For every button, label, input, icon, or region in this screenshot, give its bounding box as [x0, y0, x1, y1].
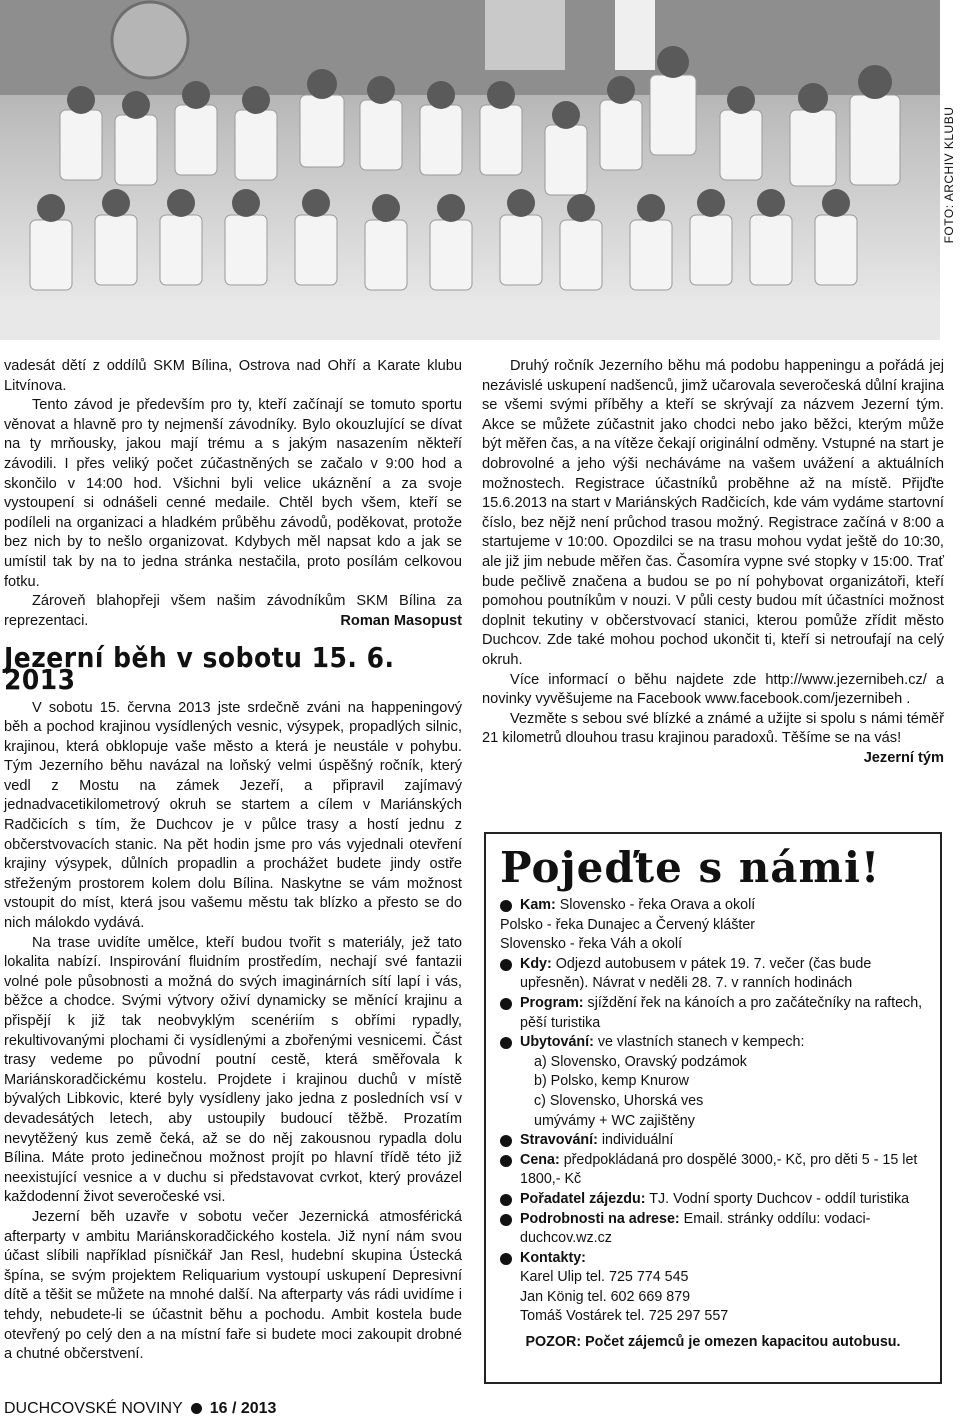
info-sub-line: b) Polsko, kemp Knurow [534, 1073, 689, 1090]
info-sub-line: a) Slovensko, Oravský podzámok [534, 1053, 747, 1070]
info-text-line: Slovensko - řeka Váh a okolí [500, 936, 682, 953]
left-column [4, 357, 462, 1365]
capacity-warning: POZOR: Počet zájemců je omezen kapacitou autobusu. [525, 1334, 901, 1351]
info-label: Pořadatel zájezdu: [520, 1190, 646, 1207]
info-podrobnosti [500, 1210, 926, 1249]
contact-line: Tomáš Vostárek tel. 725 297 557 [520, 1308, 729, 1325]
bullet-icon [500, 1214, 512, 1226]
info-kam [500, 896, 926, 916]
paragraph-text: Vezměte s sebou své blízké a známé a užijte si spolu s námi téměř 21 kilometrů dlouhou trasu krajinou paradoxů. Těšíme se na vás! [482, 710, 944, 747]
info-label: Kam: [520, 897, 556, 913]
group-photo-illustration [0, 0, 940, 340]
info-label: Podrobnosti na adrese: [520, 1210, 680, 1227]
info-text-line: Polsko - řeka Dunajec a Červený klášter [500, 916, 756, 933]
info-text: sjíždění řek na kánoích a pro začátečníky na raftech, pěší turistika [520, 994, 923, 1031]
paragraph: Tento závod je především pro ty, kteří začínají se tomuto sportu věnovat a hlavně pro ty nejmenší závodníky. Bylo okouzlující se dívat na ty mrňousky, jakou mají trému a s jakým nasazením někteří závodili. I přes veliký počet zúčastněných se začalo v 9:00 hod a skončilo v 14:00 hod. Všichni byli velice ukáznění a za svoje vystoupení si odnášeli cenné medaile. Chtěl bych všem, kteří se podíleli na organizaci a hladkém průběhu závodů, poděkovat, protože bez nich by to nešlo organizovat. Kdybych měl napsat kdo a jak se umístil tak by na to jedna stránka nestačila, proto posílám celkovou fotku. [4, 397, 462, 590]
trip-announcement-box [484, 832, 942, 1384]
box-title: Pojeďte s námi! [500, 843, 881, 892]
info-label: Cena: [520, 1151, 560, 1168]
bullet-icon [191, 1403, 202, 1414]
info-text: Email. stránky oddílu: vodaci-duchcov.wz.cz [520, 1210, 871, 1247]
right-column [482, 357, 944, 768]
contact-line: Jan König tel. 602 669 879 [520, 1288, 691, 1305]
paragraph [4, 592, 462, 631]
bullet-icon [500, 998, 512, 1010]
info-kontakty [500, 1249, 926, 1269]
bullet-icon [500, 959, 512, 971]
bullet-icon [500, 1253, 512, 1265]
info-sub-line: umývámy + WC zajištěny [534, 1112, 695, 1129]
bullet-icon [500, 1155, 512, 1167]
paragraph: Druhý ročník Jezerního běhu má podobu happeningu a pořádá jej nezávislé uskupení nadšenců, jimž učarovala severočeská důlní krajina se všemi svými příběhy a kteří se skrývají za názvem Jezerní tým. Akce se můžete zúčastnit jako chodci nebo jako běžci, kterým může být měřen čas, a na vítěze čekají originální odměny. Vstupné na start je dobrovolné a jeho výši necháváme na vašem uvážení a aktuálních možnostech. Registrace účastníků proběhne až na místě. Přijďte 15.6.2013 na start v Mariánských Radčicích, kde vám vydáme startovní číslo, bez nějž není průchod trasou možný. Registrace začíná v 8:00 a startujeme v 10:00. Opozdilci se na trasu mohou vydat ještě do 10:30, ale již jim nebude měřen čas. Časomíra vypne své stopky v 15:00. Trať bude pečlivě značena a budou se po ní pohybovat organizátoři, kteří pomohou poutníkům v nouzi. V půli cesty budou mít účastníci možnost doplnit tekutiny v občerstvovací stanici, kterou pomůže zřídit město Duchcov. Zde také mohou pochod ukončit ti, kteří si netroufají na celý okruh. [482, 358, 944, 668]
info-kdy [500, 955, 926, 994]
info-sub-line: c) Slovensko, Uhorská ves [534, 1092, 704, 1109]
photo-credit [938, 10, 960, 340]
info-program [500, 994, 926, 1033]
info-label: Stravování: [520, 1132, 598, 1149]
paragraph: vadesát dětí z oddílů SKM Bílina, Ostrova nad Ohří a Karate klubu Litvínova. [4, 358, 462, 394]
info-text: Odjezd autobusem v pátek 19. 7. večer (čas bude upřesněn). Návrat v neděli 28. 7. v ranních hodinách [520, 955, 872, 992]
paragraph: Více informací o běhu najdete zde http://www.jezernibeh.cz/ a novinky vyvěšujeme na Facebook www.facebook.com/jezernibeh . [482, 671, 944, 708]
issue-number: 16 / 2013 [209, 1400, 277, 1417]
page-footer [4, 1399, 276, 1419]
paragraph-text: Zároveň blahopřeji všem našim závodníkům SKM Bílina za reprezentaci. [4, 593, 462, 629]
article-headline: Jezerní běh v sobotu 15. 6. 2013 [4, 641, 395, 696]
info-stravovani [500, 1131, 926, 1151]
info-label: Program: [520, 994, 584, 1011]
paragraph: Jezerní běh uzavře v sobotu večer Jezernická atmosférická afterparty v ambitu Mariánskoradčického kostela. Již nyní nám svou účast slíbili například písničkář Jan Resl, hudební skupina Ústecká špína, se svým projektem Reliquarium vystoupí uskupení Depresivní dítě a těšit se můžete na mnohé další. Na afterparty vás rádi uvidíme i tehdy, nebudete-li se účastnit běhu a pochodu. Ambit kostela bude otevřený po celý den a na místní faře si budete moci zakoupit drobné a chutné občerstvení. [4, 1208, 462, 1363]
contact-line: Karel Ulip tel. 725 774 545 [520, 1269, 689, 1286]
paragraph: V sobotu 15. června 2013 jste srdečně zváni na happeningový běh a pochod krajinou vysídlených vesnic, výsypek, propadlých silnic, krajinou, která obklopuje vaše město a která je neustále v pohybu. Tým Jezerního běhu navázal na loňský velmi úspěšný ročník, který vedl z Mostu na zámek Jezeří, a připravil zajímavý jednadvacetikilometrový okruh se startem a cílem v Mariánských Radčicích s tím, že Duchcov je v půlce trasy a hostí jednu z občerstvovacích stanic. Na pět hodin jsme pro vás vyjednali otevření krajiny výsypek, důlních propadlin a prochážet budete jindy ostře střeženým prostorem kolem dolu Bílina. Naskytne se vám možnost vstoupit do míst, která jsou vašemu městu tak blízko a přesto se do nich málokdo vydává. [4, 699, 462, 932]
info-ubytovani [500, 1033, 926, 1053]
info-label: Kdy: [520, 955, 552, 972]
info-text: ve vlastních stanech v kempech: [597, 1034, 805, 1051]
group-photo [0, 0, 940, 340]
newspaper-name: DUCHCOVSKÉ NOVINY [4, 1400, 183, 1417]
signature: Roman Masopust [340, 612, 462, 629]
signature: Jezerní tým [863, 749, 944, 766]
bullet-icon [500, 900, 512, 912]
paragraph: Na trase uvidíte umělce, kteří budou tvořit s materiály, jež tato lokalita nabízí. Inspirování fluidním prostředím, nechají své fantazii volné pole působnosti a možná do svých imaginárních sítí lapí i vás, běžce a chodce. Svými výtvory oživí dynamicky se měnící krajinu a přispějí k již tak neobvyklým scenériím s obřími rypadly, rekultivovanými plochami či vysídlenými a zbořenými vesnicemi. Část trasy vedeme po původní poutní cestě, která směřovala k Mariánskoradčickému kostelu. Projdete i krajinou duchů v místě bývalých Libkovic, které byly vysídleny jako jedna z posledních vsí v devadesátých letech, aby ustoupily budoucí těžbě. Prozatím nevytěžený kus země čeká, až se do něj zakousnou rypadla dolu Bílina. Máte proto jedinečnou možnost projít po hlavní třídě této již neexistující vesnice a v duchu si představovat cvrkot, který provázel každodenní život severočeské vsi. [4, 934, 462, 1206]
paragraph [482, 710, 944, 766]
info-label: Kontakty: [520, 1249, 586, 1266]
info-text: předpokládaná pro dospělé 3000,- Kč, pro děti 5 - 15 let 1800,- Kč [520, 1151, 918, 1188]
info-poradatel [500, 1190, 926, 1210]
info-label: Ubytování: [520, 1034, 594, 1051]
info-text: individuální [601, 1132, 674, 1149]
bullet-icon [500, 1135, 512, 1147]
photo-credit-text: FOTO: ARCHIV KLUBU [942, 106, 956, 244]
bullet-icon [500, 1194, 512, 1206]
bullet-icon [500, 1037, 512, 1049]
info-text: Slovensko - řeka Orava a okolí [559, 897, 756, 913]
info-cena [500, 1151, 926, 1190]
info-text: TJ. Vodní sporty Duchcov - oddíl turistika [649, 1190, 910, 1207]
